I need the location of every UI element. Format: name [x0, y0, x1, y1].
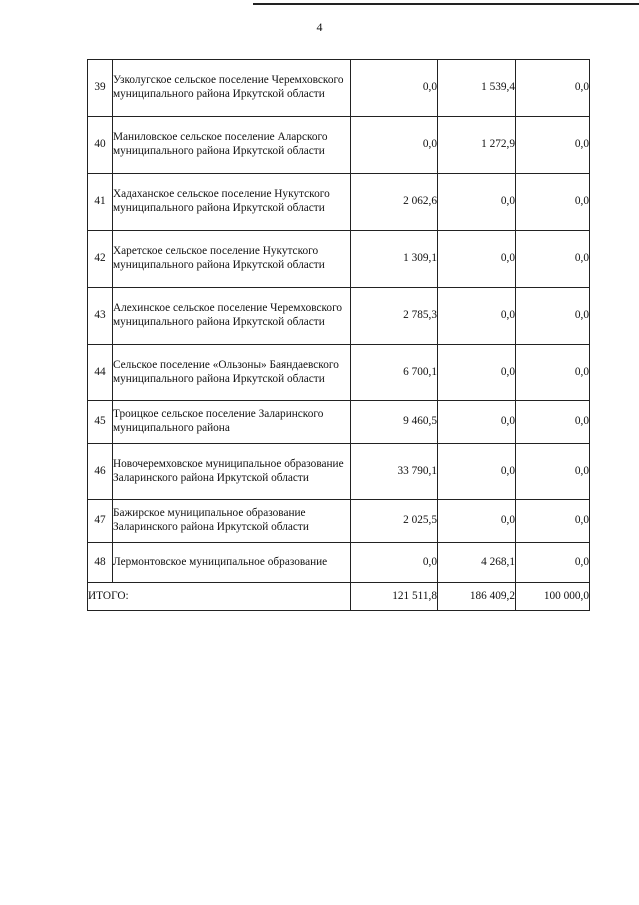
row-number: 39 — [88, 60, 113, 117]
municipality-name: Бажирское муниципальное образование Заларинского района Иркутской области — [113, 500, 351, 543]
row-number: 40 — [88, 117, 113, 174]
row-number: 43 — [88, 288, 113, 345]
total-label: ИТОГО: — [88, 583, 351, 611]
table-row — [88, 231, 590, 288]
value-col-3: 0,0 — [516, 60, 590, 117]
value-col-1: 0,0 — [351, 117, 438, 174]
value-col-2: 0,0 — [438, 500, 516, 543]
value-col-2: 0,0 — [438, 401, 516, 444]
municipality-name: Троицкое сельское поселение Заларинского муниципального района — [113, 401, 351, 444]
table-row — [88, 117, 590, 174]
value-col-2: 0,0 — [438, 444, 516, 500]
total-value-col-2: 186 409,2 — [438, 583, 516, 611]
scan-edge-line — [253, 3, 639, 5]
municipality-name: Хадаханское сельское поселение Нукутского муниципального района Иркутской области — [113, 174, 351, 231]
value-col-1: 33 790,1 — [351, 444, 438, 500]
value-col-2: 0,0 — [438, 231, 516, 288]
value-col-2: 1 272,9 — [438, 117, 516, 174]
value-col-3: 0,0 — [516, 288, 590, 345]
value-col-1: 0,0 — [351, 60, 438, 117]
value-col-1: 2 785,3 — [351, 288, 438, 345]
total-value-col-3: 100 000,0 — [516, 583, 590, 611]
value-col-1: 2 025,5 — [351, 500, 438, 543]
value-col-1: 2 062,6 — [351, 174, 438, 231]
value-col-2: 4 268,1 — [438, 543, 516, 583]
municipality-name: Алехинское сельское поселение Черемховского муниципального района Иркутской области — [113, 288, 351, 345]
row-number: 46 — [88, 444, 113, 500]
value-col-2: 1 539,4 — [438, 60, 516, 117]
value-col-2: 0,0 — [438, 345, 516, 401]
value-col-3: 0,0 — [516, 500, 590, 543]
table-row — [88, 401, 590, 444]
table-row — [88, 500, 590, 543]
allocation-table — [87, 59, 590, 611]
municipality-name: Маниловское сельское поселение Аларского муниципального района Иркутской области — [113, 117, 351, 174]
value-col-1: 1 309,1 — [351, 231, 438, 288]
row-number: 48 — [88, 543, 113, 583]
value-col-3: 0,0 — [516, 345, 590, 401]
row-number: 45 — [88, 401, 113, 444]
municipality-name: Сельское поселение «Ользоны» Баяндаевского муниципального района Иркутской области — [113, 345, 351, 401]
row-number: 44 — [88, 345, 113, 401]
value-col-1: 0,0 — [351, 543, 438, 583]
row-number: 41 — [88, 174, 113, 231]
value-col-3: 0,0 — [516, 231, 590, 288]
municipality-name: Новочеремховское муниципальное образование Заларинского района Иркутской области — [113, 444, 351, 500]
table-row — [88, 288, 590, 345]
page-number: 4 — [316, 20, 323, 34]
value-col-1: 9 460,5 — [351, 401, 438, 444]
table-row — [88, 345, 590, 401]
value-col-3: 0,0 — [516, 401, 590, 444]
row-number: 42 — [88, 231, 113, 288]
total-value-col-1: 121 511,8 — [351, 583, 438, 611]
municipality-name: Лермонтовское муниципальное образование — [113, 543, 351, 583]
municipality-name: Харетское сельское поселение Нукутского муниципального района Иркутской области — [113, 231, 351, 288]
row-number: 47 — [88, 500, 113, 543]
value-col-3: 0,0 — [516, 444, 590, 500]
table-row — [88, 543, 590, 583]
value-col-3: 0,0 — [516, 543, 590, 583]
municipality-name: Узколугское сельское поселение Черемховского муниципального района Иркутской области — [113, 60, 351, 117]
value-col-1: 6 700,1 — [351, 345, 438, 401]
total-row — [88, 583, 590, 611]
value-col-3: 0,0 — [516, 117, 590, 174]
table-row — [88, 444, 590, 500]
value-col-2: 0,0 — [438, 288, 516, 345]
value-col-3: 0,0 — [516, 174, 590, 231]
value-col-2: 0,0 — [438, 174, 516, 231]
table-row — [88, 60, 590, 117]
table-row — [88, 174, 590, 231]
